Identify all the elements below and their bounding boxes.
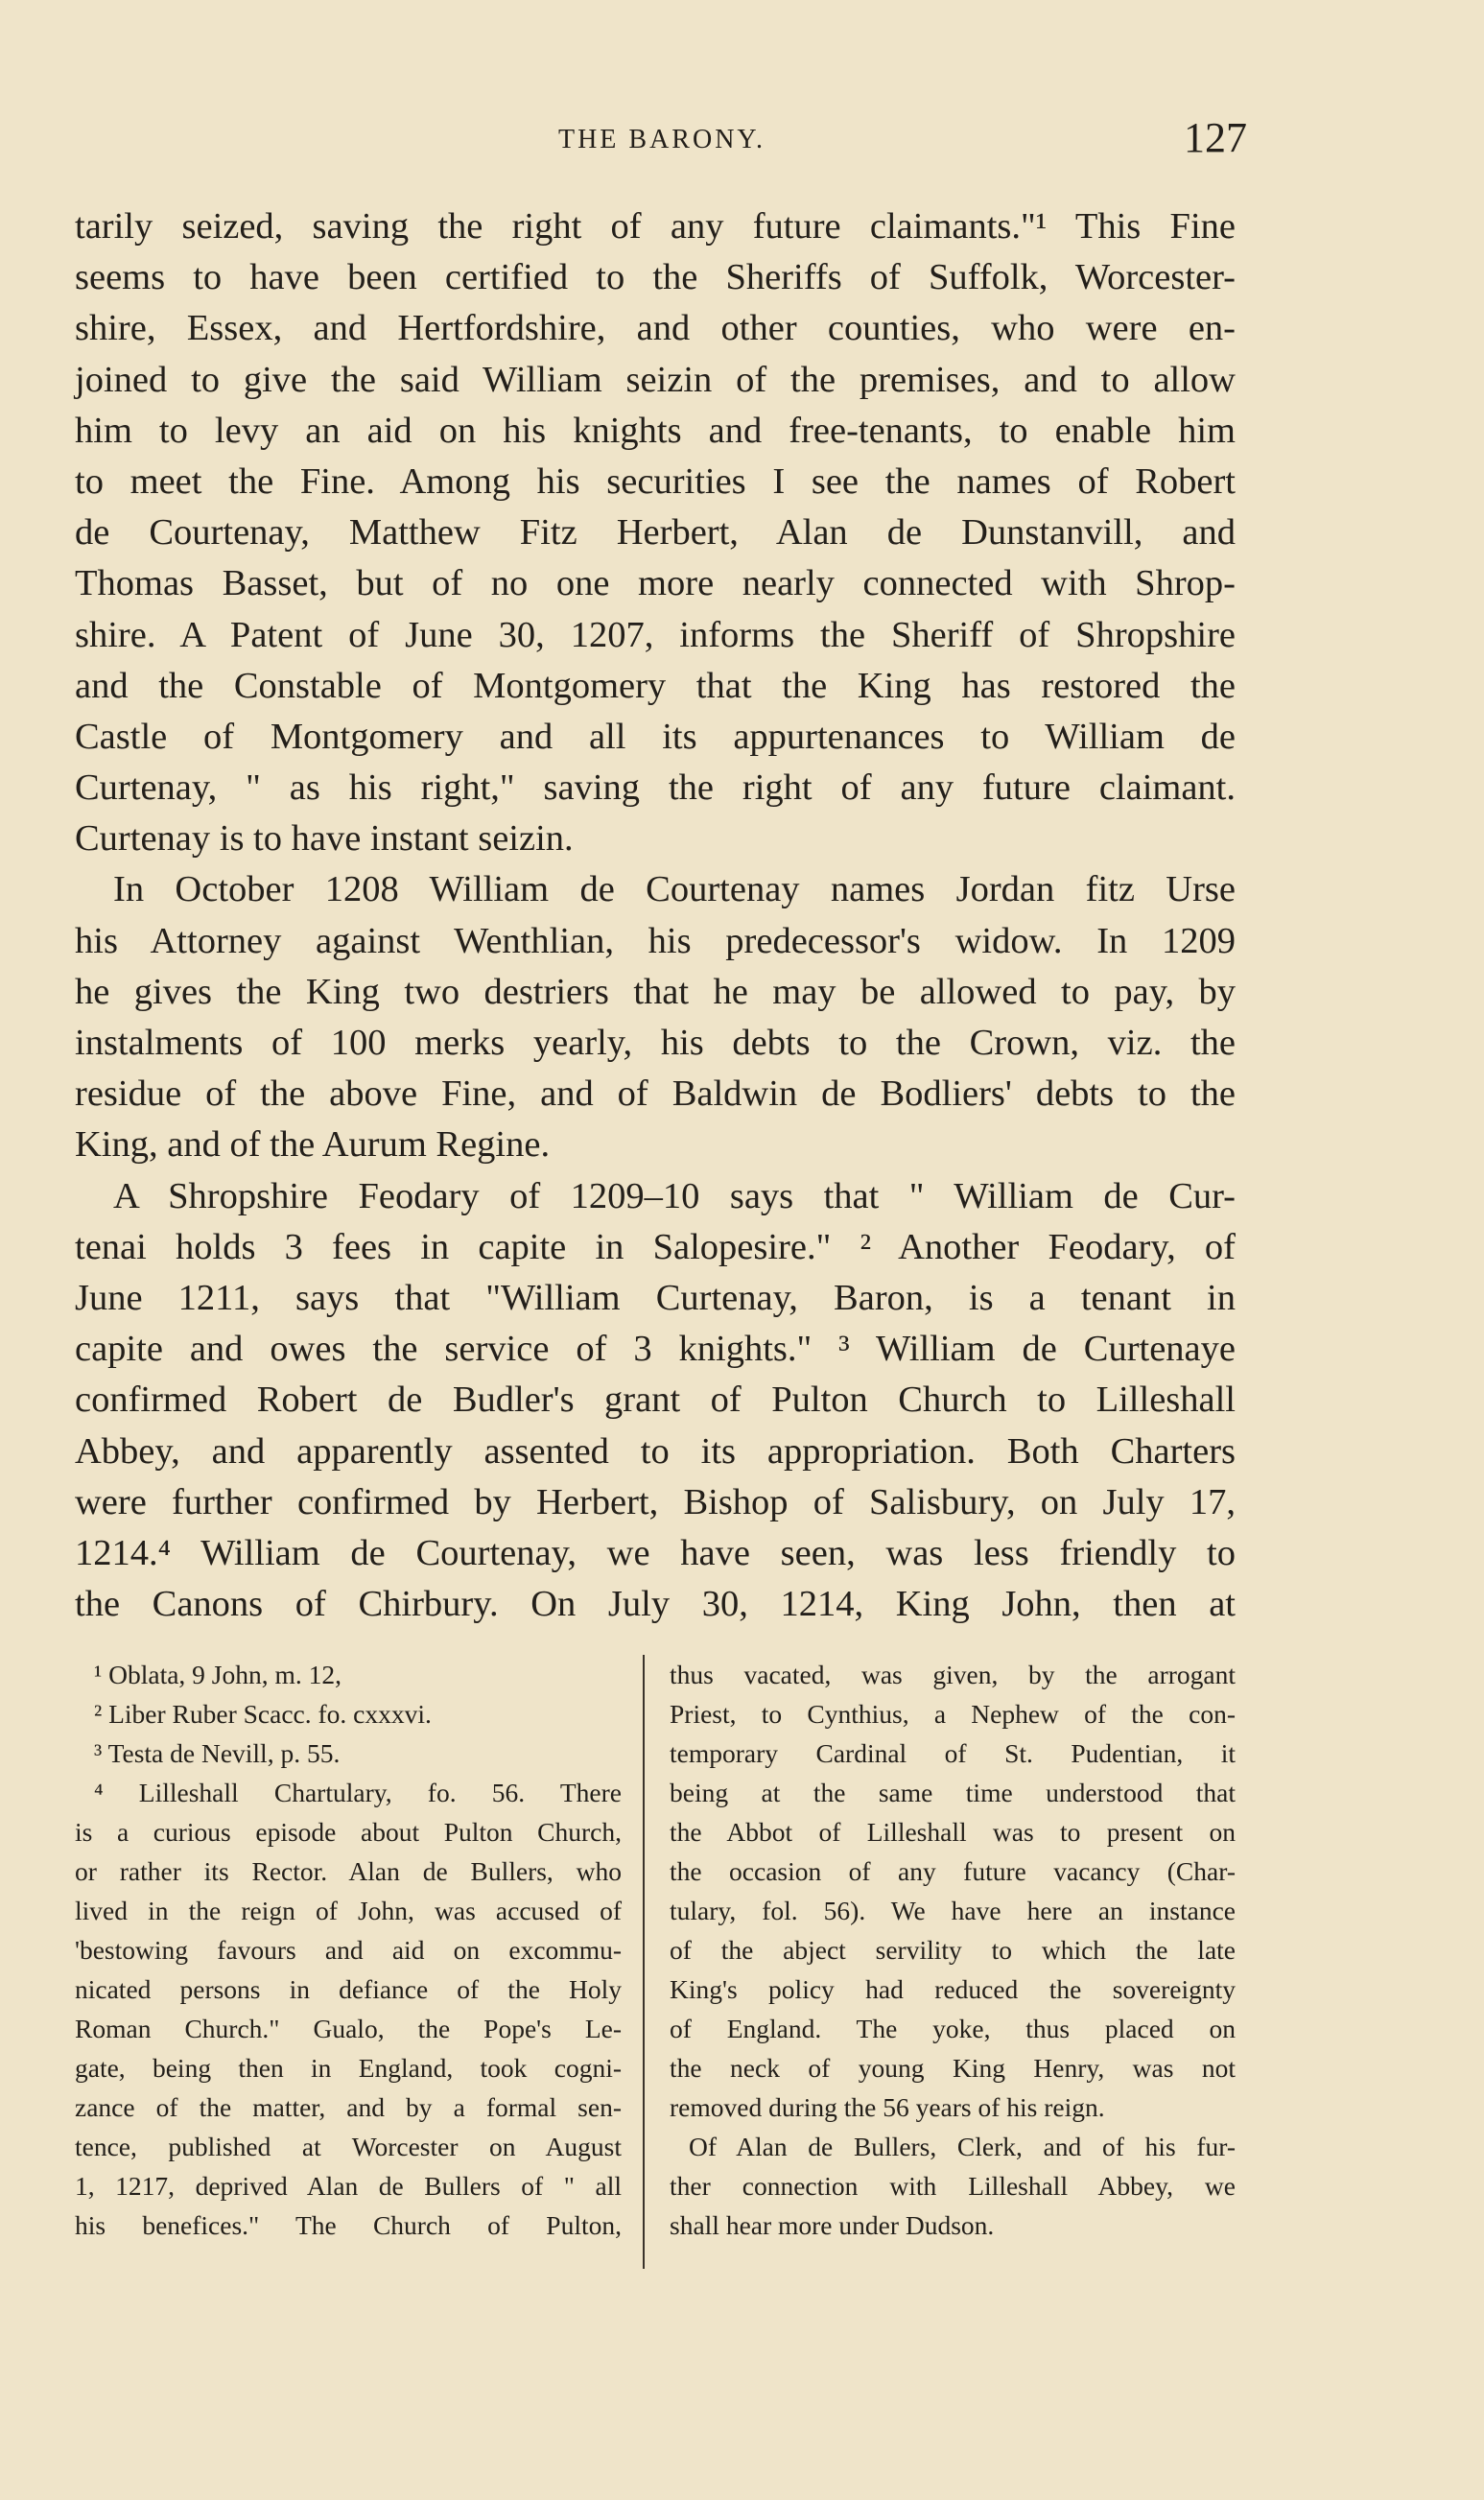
footnote-line: tulary, fol. 56). We have here an instance — [670, 1896, 1236, 1925]
column-divider — [643, 1655, 645, 2269]
text-line: Abbey, and apparently assented to its appropriation. Both Charters — [75, 1430, 1236, 1472]
footnote-line: being at the same time understood that — [670, 1778, 1236, 1807]
footnote-line: tence, published at Worcester on August — [75, 2132, 622, 2161]
text-line: capite and owes the service of 3 knights." ³ William de Curtenaye — [75, 1329, 1236, 1370]
text-line: Castle of Montgomery and all its appurtenances to William de — [75, 716, 1236, 757]
footnote-line: thus vacated, was given, by the arrogant — [670, 1660, 1236, 1689]
footnote-line: ther connection with Lilleshall Abbey, we — [670, 2171, 1236, 2201]
footnote-line: the Abbot of Lilleshall was to present on — [670, 1817, 1236, 1847]
text-line: residue of the above Fine, and of Baldwin de Bodliers' debts to the — [75, 1073, 1236, 1115]
text-line: he gives the King two destriers that he may be allowed to pay, by — [75, 971, 1236, 1012]
footnote-line: Priest, to Cynthius, a Nephew of the con- — [670, 1699, 1236, 1729]
text-line: were further confirmed by Herbert, Bishop of Salisbury, on July 17, — [75, 1481, 1236, 1522]
text-line: King, and of the Aurum Regine. — [75, 1124, 551, 1166]
text-line: Thomas Basset, but of no one more nearly connected with Shrop- — [75, 563, 1236, 604]
text-line: joined to give the said William seizin of the premises, and to allow — [75, 359, 1236, 400]
footnote-line: removed during the 56 years of his reign. — [670, 2092, 1105, 2122]
text-line: the Canons of Chirbury. On July 30, 1214, King John, then at — [75, 1584, 1236, 1625]
text-line: June 1211, says that "William Curtenay, Baron, is a tenant in — [75, 1277, 1236, 1318]
text-line: shire, Essex, and Hertfordshire, and other counties, who were en- — [75, 308, 1236, 349]
text-line: and the Constable of Montgomery that the King has restored the — [75, 665, 1236, 706]
text-line: tarily seized, saving the right of any future claimants."¹ This Fine — [75, 206, 1236, 247]
text-line: Curtenay, " as his right," saving the right of any future claimant. — [75, 767, 1236, 809]
text-line: to meet the Fine. Among his securities I see the names of Robert — [75, 460, 1236, 502]
text-line: seems to have been certified to the Sheriffs of Suffolk, Worcester- — [75, 257, 1236, 298]
footnote-line: is a curious episode about Pulton Church, — [75, 1817, 622, 1847]
footnote-line: shall hear more under Dudson. — [670, 2210, 995, 2240]
footnote-line: of the abject servility to which the late — [670, 1935, 1236, 1965]
footnote-line: the neck of young King Henry, was not — [670, 2053, 1236, 2083]
footnote-line: Roman Church." Gualo, the Pope's Le- — [75, 2014, 622, 2043]
footnote-line: gate, being then in England, took cogni- — [75, 2053, 622, 2083]
text-line: In October 1208 William de Courtenay names Jordan fitz Urse — [113, 869, 1236, 910]
footnote-line: ² Liber Ruber Scacc. fo. cxxxvi. — [94, 1699, 432, 1729]
text-line: A Shropshire Feodary of 1209–10 says that " William de Cur- — [113, 1175, 1236, 1216]
footnote-line: or rather its Rector. Alan de Bullers, who — [75, 1856, 622, 1886]
text-line: confirmed Robert de Budler's grant of Pulton Church to Lilleshall — [75, 1380, 1236, 1421]
footnote-line: King's policy had reduced the sovereignty — [670, 1974, 1236, 2004]
footnote-line: ³ Testa de Nevill, p. 55. — [94, 1738, 341, 1768]
running-head — [77, 104, 1247, 161]
footnote-line: of England. The yoke, thus placed on — [670, 2014, 1236, 2043]
text-line: de Courtenay, Matthew Fitz Herbert, Alan de Dunstanvill, and — [75, 512, 1236, 554]
footnote-line: ⁴ Lilleshall Chartulary, fo. 56. There — [94, 1778, 622, 1807]
text-line: instalments of 100 merks yearly, his debts to the Crown, viz. the — [75, 1023, 1236, 1063]
footnote-line: ¹ Oblata, 9 John, m. 12, — [94, 1660, 342, 1689]
footnotes-right-column — [670, 1655, 1236, 2245]
text-line: his Attorney against Wenthlian, his predecessor's widow. In 1209 — [75, 920, 1236, 961]
footnote-line: 1, 1217, deprived Alan de Bullers of " all — [75, 2171, 622, 2201]
footnote-line: the occasion of any future vacancy (Char- — [670, 1856, 1236, 1886]
footnote-line: Of Alan de Bullers, Clerk, and of his fur- — [689, 2132, 1236, 2161]
footnote-line: zance of the matter, and by a formal sen- — [75, 2092, 622, 2122]
footnote-line: temporary Cardinal of St. Pudentian, it — [670, 1738, 1236, 1768]
text-line: Curtenay is to have instant seizin. — [75, 818, 574, 860]
text-line: tenai holds 3 fees in capite in Salopesire." ² Another Feodary, of — [75, 1226, 1236, 1267]
footnotes-left-column — [75, 1655, 622, 2245]
footnotes — [75, 1655, 1236, 2288]
main-text — [75, 201, 1236, 1630]
page-number: 127 — [1184, 114, 1247, 161]
text-line: shire. A Patent of June 30, 1207, informs the Sheriff of Shropshire — [75, 614, 1236, 655]
text-line: 1214.⁴ William de Courtenay, we have seen, was less friendly to — [75, 1532, 1236, 1573]
running-title: THE BARONY. — [557, 125, 766, 154]
footnote-line: lived in the reign of John, was accused of — [75, 1896, 622, 1925]
footnote-line: 'bestowing favours and aid on excommu- — [75, 1935, 622, 1965]
footnote-line: nicated persons in defiance of the Holy — [75, 1974, 622, 2004]
text-line: him to levy an aid on his knights and free-tenants, to enable him — [75, 410, 1236, 451]
footnote-line: his benefices." The Church of Pulton, — [75, 2210, 622, 2240]
